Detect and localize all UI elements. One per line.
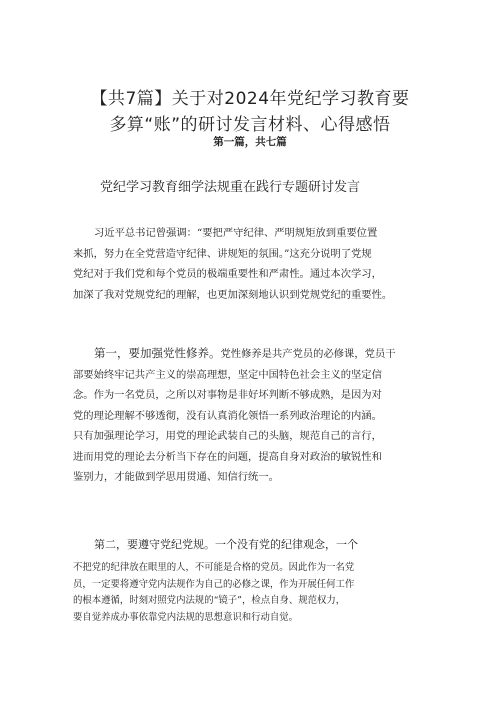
paragraph-3-heading: 第二，要遵守党纪党规。一个没有党的纪律观念，一个 <box>94 538 358 551</box>
paragraph-2 <box>73 343 435 488</box>
paragraph-1-line: 党纪对于我们党和每个党员的极端重要性和严肃性。通过本次学习， <box>73 268 382 280</box>
paragraph-1-line: 习近平总书记曾强调：“要把严守纪律、严明规矩放到重要位置 <box>94 227 378 239</box>
paragraph-2-line: 只有加强理论学习，用党的理论武装自己的头脑，规范自己的言行， <box>73 430 382 442</box>
article-title: 党纪学习教育细学法规重在践行专题研讨发言 <box>100 180 361 195</box>
paragraph-2-line: 党性修养是共产党员的必修课，党员干 <box>220 348 396 360</box>
paragraph-2-first-line <box>73 343 435 365</box>
paragraph-2-line: 鉴别力，才能做到学思用贯通、知信行统一。 <box>73 471 279 483</box>
paragraph-2-line: 进而用党的理论去分析当下存在的问题，提高自身对政治的敏锐性和 <box>73 450 382 463</box>
paragraph-1 <box>73 223 435 305</box>
paragraph-1-line: 来抓，努力在全党营造守纪律、讲规矩的氛围。”这充分说明了党规 <box>73 247 372 260</box>
paragraph-2-line: 部要始终牢记共产主义的崇高理想，坚定中国特色社会主义的坚定信 <box>73 368 382 381</box>
paragraph-1-line: 加深了我对党规党纪的理解，也更加深刻地认识到党规党纪的重要性。 <box>73 288 393 301</box>
paragraph-3-line: 要自觉养成办事依靠党内法规的思想意识和行动自觉。 <box>73 611 299 623</box>
section-label: 第一篇，共七篇 <box>213 136 287 148</box>
paragraph-2-lead: 第一，要加强党性修养。 <box>94 346 221 360</box>
document-title-line-1: 【共7篇】关于对2024年党纪学习教育要 <box>90 89 410 109</box>
paragraph-3 <box>73 560 435 626</box>
paragraph-3-line: 员，一定要将遵守党内法规作为自己的必修之课，作为开展任何工作 <box>73 578 355 590</box>
document-title-line-2: 多算“账”的研讨发言材料、心得感悟 <box>109 115 391 135</box>
paragraph-2-line: 念。作为一名党员，之所以对事物是非好坏判断不够成熟，是因为对 <box>73 389 382 401</box>
paragraph-3-line: 不把党的纪律放在眼里的人，不可能是合格的党员。因此作为一名党 <box>73 562 355 573</box>
document-title <box>40 86 460 138</box>
paragraph-3-line: 的根本遵循，时刻对照党内法规的“镜子”，检点自身、规范权力， <box>73 595 346 607</box>
paragraph-2-line: 党的理论理解不够透彻，没有认真消化领悟一系列政治理论的内涵。 <box>73 409 382 422</box>
